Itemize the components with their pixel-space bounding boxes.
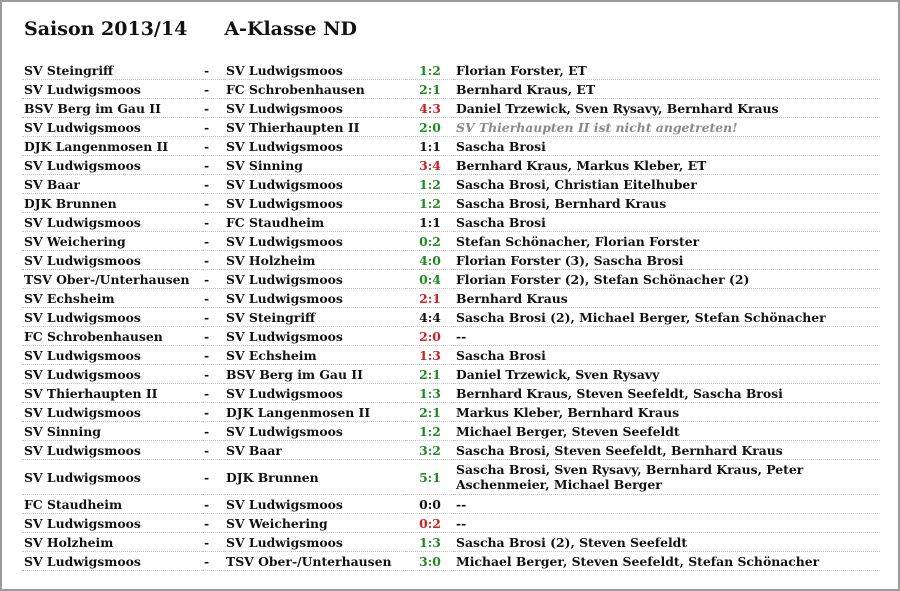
goal-scorers: Sascha Brosi, Christian Eitelhuber — [454, 175, 880, 194]
match-result: 1:3 — [406, 533, 454, 552]
away-team: BSV Berg im Gau II — [224, 365, 406, 384]
separator: - — [202, 213, 224, 232]
away-team: SV Ludwigsmoos — [224, 137, 406, 156]
match-result: 4:0 — [406, 251, 454, 270]
goal-scorers: Florian Forster (3), Sascha Brosi — [454, 251, 880, 270]
match-row — [22, 99, 880, 118]
match-row — [22, 384, 880, 403]
home-team: FC Staudheim — [22, 495, 202, 514]
match-row — [22, 308, 880, 327]
home-team: SV Ludwigsmoos — [22, 156, 202, 175]
home-team: SV Thierhaupten II — [22, 384, 202, 403]
home-team: SV Steingriff — [22, 61, 202, 80]
home-team: FC Schrobenhausen — [22, 327, 202, 346]
home-team: DJK Langenmosen II — [22, 137, 202, 156]
match-result: 3:0 — [406, 552, 454, 571]
match-row — [22, 175, 880, 194]
match-row — [22, 194, 880, 213]
separator: - — [202, 327, 224, 346]
results-body — [22, 61, 880, 571]
separator: - — [202, 194, 224, 213]
goal-scorers: -- — [454, 327, 880, 346]
home-team: SV Ludwigsmoos — [22, 441, 202, 460]
home-team: SV Weichering — [22, 232, 202, 251]
match-result: 1:1 — [406, 213, 454, 232]
goal-scorers: Stefan Schönacher, Florian Forster — [454, 232, 880, 251]
away-team: SV Ludwigsmoos — [224, 495, 406, 514]
match-row — [22, 514, 880, 533]
goal-scorers: Daniel Trzewick, Sven Rysavy, Bernhard Kraus — [454, 99, 880, 118]
separator: - — [202, 460, 224, 495]
match-row — [22, 552, 880, 571]
away-team: DJK Langenmosen II — [224, 403, 406, 422]
goal-scorers: Bernhard Kraus, Steven Seefeldt, Sascha Brosi — [454, 384, 880, 403]
goal-scorers: Daniel Trzewick, Sven Rysavy — [454, 365, 880, 384]
home-team: SV Ludwigsmoos — [22, 552, 202, 571]
match-row — [22, 533, 880, 552]
match-row — [22, 460, 880, 495]
results-table — [22, 61, 880, 571]
home-team: TSV Ober-/Unterhausen — [22, 270, 202, 289]
goal-scorers: Michael Berger, Steven Seefeldt — [454, 422, 880, 441]
match-row — [22, 441, 880, 460]
goal-scorers: Sascha Brosi — [454, 213, 880, 232]
away-team: SV Steingriff — [224, 308, 406, 327]
goal-scorers: Sascha Brosi — [454, 137, 880, 156]
goal-scorers: -- — [454, 514, 880, 533]
match-row — [22, 346, 880, 365]
separator: - — [202, 137, 224, 156]
home-team: SV Ludwigsmoos — [22, 118, 202, 137]
away-team: SV Ludwigsmoos — [224, 533, 406, 552]
match-result: 3:4 — [406, 156, 454, 175]
goal-scorers: Bernhard Kraus — [454, 289, 880, 308]
separator: - — [202, 308, 224, 327]
away-team: SV Thierhaupten II — [224, 118, 406, 137]
home-team: BSV Berg im Gau II — [22, 99, 202, 118]
away-team: SV Ludwigsmoos — [224, 232, 406, 251]
match-result: 0:0 — [406, 495, 454, 514]
goal-scorers: Sascha Brosi (2), Steven Seefeldt — [454, 533, 880, 552]
home-team: SV Holzheim — [22, 533, 202, 552]
home-team: SV Ludwigsmoos — [22, 346, 202, 365]
away-team: FC Staudheim — [224, 213, 406, 232]
away-team: SV Ludwigsmoos — [224, 384, 406, 403]
goal-scorers: Bernhard Kraus, Markus Kleber, ET — [454, 156, 880, 175]
goal-scorers: Bernhard Kraus, ET — [454, 80, 880, 99]
match-result: 2:1 — [406, 365, 454, 384]
home-team: SV Ludwigsmoos — [22, 365, 202, 384]
match-result: 0:4 — [406, 270, 454, 289]
home-team: SV Ludwigsmoos — [22, 514, 202, 533]
goal-scorers: Sascha Brosi (2), Michael Berger, Stefan Schönacher — [454, 308, 880, 327]
home-team: SV Echsheim — [22, 289, 202, 308]
separator: - — [202, 495, 224, 514]
season-title: Saison 2013/14 — [24, 18, 188, 40]
away-team: SV Ludwigsmoos — [224, 289, 406, 308]
separator: - — [202, 403, 224, 422]
home-team: SV Ludwigsmoos — [22, 251, 202, 270]
home-team: SV Ludwigsmoos — [22, 460, 202, 495]
match-row — [22, 365, 880, 384]
match-result: 3:2 — [406, 441, 454, 460]
separator: - — [202, 270, 224, 289]
match-row — [22, 251, 880, 270]
separator: - — [202, 61, 224, 80]
away-team: SV Ludwigsmoos — [224, 194, 406, 213]
match-result: 0:2 — [406, 232, 454, 251]
page-header — [24, 18, 357, 44]
match-result: 1:2 — [406, 175, 454, 194]
home-team: SV Ludwigsmoos — [22, 403, 202, 422]
separator: - — [202, 514, 224, 533]
goal-scorers: Markus Kleber, Bernhard Kraus — [454, 403, 880, 422]
separator: - — [202, 118, 224, 137]
separator: - — [202, 156, 224, 175]
league-title: A-Klasse ND — [224, 18, 357, 40]
home-team: SV Baar — [22, 175, 202, 194]
match-result: 1:2 — [406, 61, 454, 80]
match-row — [22, 495, 880, 514]
away-team: TSV Ober-/Unterhausen — [224, 552, 406, 571]
goal-scorers: Florian Forster, ET — [454, 61, 880, 80]
goal-scorers: Florian Forster (2), Stefan Schönacher (2) — [454, 270, 880, 289]
goal-scorers: -- — [454, 495, 880, 514]
goal-scorers: Sascha Brosi, Steven Seefeldt, Bernhard Kraus — [454, 441, 880, 460]
match-result: 0:2 — [406, 514, 454, 533]
away-team: SV Sinning — [224, 156, 406, 175]
separator: - — [202, 422, 224, 441]
match-result: 1:2 — [406, 422, 454, 441]
goal-scorers: Sascha Brosi, Sven Rysavy, Bernhard Kraus, Peter Aschenmeier, Michael Berger — [454, 460, 880, 495]
goal-scorers: SV Thierhaupten II ist nicht angetreten! — [454, 118, 880, 137]
away-team: FC Schrobenhausen — [224, 80, 406, 99]
match-row — [22, 118, 880, 137]
match-row — [22, 156, 880, 175]
away-team: SV Weichering — [224, 514, 406, 533]
match-result: 1:1 — [406, 137, 454, 156]
goal-scorers: Sascha Brosi — [454, 346, 880, 365]
match-row — [22, 232, 880, 251]
away-team: SV Ludwigsmoos — [224, 422, 406, 441]
away-team: SV Ludwigsmoos — [224, 327, 406, 346]
separator: - — [202, 441, 224, 460]
match-row — [22, 403, 880, 422]
away-team: SV Ludwigsmoos — [224, 99, 406, 118]
match-result: 2:0 — [406, 118, 454, 137]
match-row — [22, 213, 880, 232]
separator: - — [202, 80, 224, 99]
match-result: 4:4 — [406, 308, 454, 327]
separator: - — [202, 533, 224, 552]
match-result: 1:2 — [406, 194, 454, 213]
away-team: SV Baar — [224, 441, 406, 460]
away-team: SV Echsheim — [224, 346, 406, 365]
home-team: DJK Brunnen — [22, 194, 202, 213]
away-team: DJK Brunnen — [224, 460, 406, 495]
match-row — [22, 270, 880, 289]
match-row — [22, 422, 880, 441]
match-row — [22, 327, 880, 346]
match-row — [22, 289, 880, 308]
match-result: 1:3 — [406, 346, 454, 365]
goal-scorers: Michael Berger, Steven Seefeldt, Stefan Schönacher — [454, 552, 880, 571]
away-team: SV Holzheim — [224, 251, 406, 270]
separator: - — [202, 289, 224, 308]
match-result: 2:1 — [406, 403, 454, 422]
separator: - — [202, 175, 224, 194]
match-result: 2:1 — [406, 80, 454, 99]
separator: - — [202, 346, 224, 365]
match-row — [22, 61, 880, 80]
goal-scorers: Sascha Brosi, Bernhard Kraus — [454, 194, 880, 213]
away-team: SV Ludwigsmoos — [224, 175, 406, 194]
match-result: 5:1 — [406, 460, 454, 495]
separator: - — [202, 384, 224, 403]
home-team: SV Ludwigsmoos — [22, 80, 202, 99]
separator: - — [202, 365, 224, 384]
separator: - — [202, 251, 224, 270]
match-row — [22, 137, 880, 156]
match-result: 4:3 — [406, 99, 454, 118]
match-result: 2:1 — [406, 289, 454, 308]
away-team: SV Ludwigsmoos — [224, 61, 406, 80]
match-result: 2:0 — [406, 327, 454, 346]
separator: - — [202, 232, 224, 251]
separator: - — [202, 552, 224, 571]
match-row — [22, 80, 880, 99]
home-team: SV Ludwigsmoos — [22, 308, 202, 327]
separator: - — [202, 99, 224, 118]
match-result: 1:3 — [406, 384, 454, 403]
home-team: SV Ludwigsmoos — [22, 213, 202, 232]
away-team: SV Ludwigsmoos — [224, 270, 406, 289]
home-team: SV Sinning — [22, 422, 202, 441]
